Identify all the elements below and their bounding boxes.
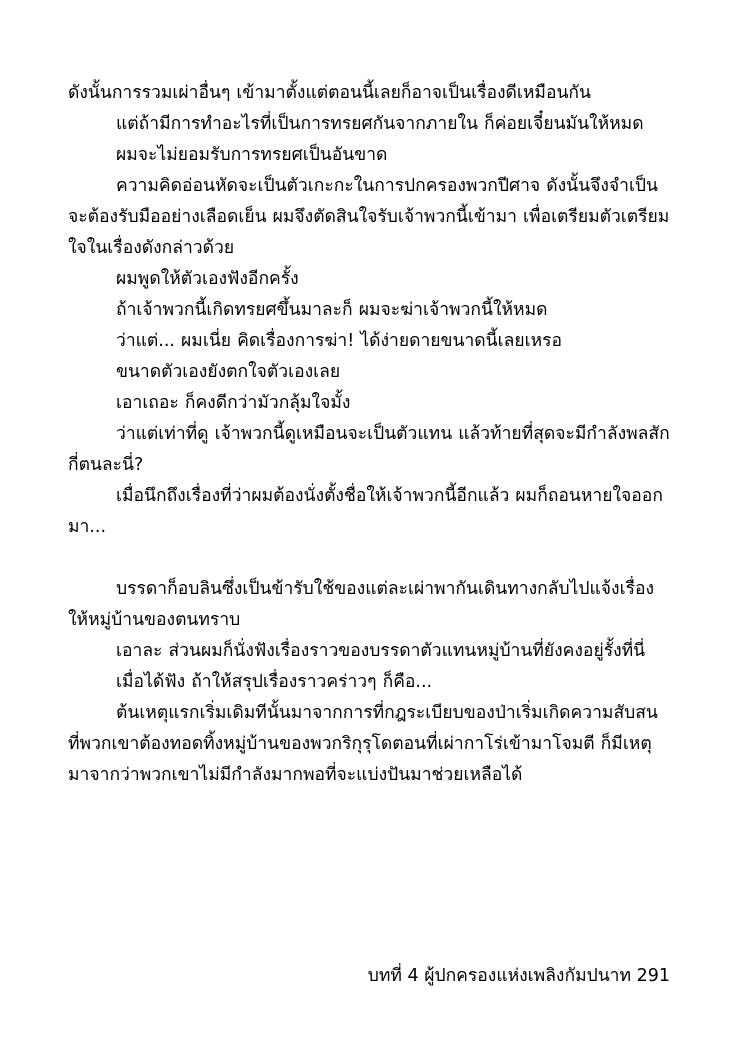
paragraph: ว่าแต่เท่าที่ดู เจ้าพวกนี้ดูเหมือนจะเป็นตัวแทน แล้วท้ายที่สุดจะมีกำลังพลสักกี่ตนละนี่? [68,424,670,475]
paragraph: เมื่อได้ฟัง ถ้าให้สรุปเรื่องราวคร่าวๆ ก็คือ... [116,672,433,692]
paragraph: เมื่อนึกถึงเรื่องที่ว่าผมต้องนั่งตั้งชื่อให้เจ้าพวกนี้อีกแล้ว ผมก็ถอนหายใจออกมา... [68,486,663,537]
paragraph: ดังนั้นการรวมเผ่าอื่นๆ เข้ามาตั้งแต่ตอนนี้เลยก็อาจเป็นเรื่องดีเหมือนกัน [68,83,591,103]
paragraph: ผมพูดให้ตัวเองฟังอีกครั้ง [116,269,299,289]
paragraph: ถ้าเจ้าพวกนี้เกิดทรยศขึ้นมาละก็ ผมจะฆ่าเจ้าพวกนี้ให้หมด [116,300,548,320]
paragraph: ผมจะไม่ยอมรับการทรยศเป็นอันขาด [116,145,388,165]
paragraph-spacer [68,543,670,574]
paragraph: แต่ถ้ามีการทำอะไรที่เป็นการทรยศกันจากภายใน ก็ค่อยเจี๋ยนมันให้หมด [116,114,644,134]
document-body [68,78,670,791]
paragraph: บรรดาก็อบลินซึ่งเป็นข้ารับใช้ของแต่ละเผ่าพากันเดินทางกลับไปแจ้งเรื่องให้หมู่บ้านของตนทราบ [68,579,655,630]
paragraph: ต้นเหตุแรกเริ่มเดิมทีนั้นมาจากการที่กฎระเบียบของป่าเริ่มเกิดความสับสน ที่พวกเขาต้องทอดทิ้งหมู่บ้านของพวกริกุรุโดตอนที่เผ่ากาโร่เข้ามาโจมตี ก็มีเหตุมาจากว่าพวกเขาไม่มีกำลังมากพอที่จะแบ่งปันมาช่วยเหลือได้ [68,703,658,785]
paragraph: เอาเถอะ ก็คงดีกว่ามัวกลุ้มใจมั้ง [116,393,351,413]
page-footer: บทที่ 4 ผู้ปกครองแห่งเพลิงกัมปนาท 291 [367,966,670,986]
paragraph: ขนาดตัวเองยังตกใจตัวเองเลย [116,362,341,382]
paragraph: ความคิดอ่อนหัดจะเป็นตัวเกะกะในการปกครองพวกปีศาจ ดังนั้นจึงจำเป็นจะต้องรับมืออย่างเลือดเย็น ผมจึงตัดสินใจรับเจ้าพวกนี้เข้ามา เพื่อเตรียมตัวเตรียมใจในเรื่องดังกล่าวด้วย [68,176,670,258]
paragraph: เอาละ ส่วนผมก็นั่งฟังเรื่องราวของบรรดาตัวแทนหมู่บ้านที่ยังคงอยู่รั้งที่นี่ [116,641,646,661]
paragraph: ว่าแต่... ผมเนี่ย คิดเรื่องการฆ่า! ได้ง่ายดายขนาดนี้เลยเหรอ [116,331,563,351]
